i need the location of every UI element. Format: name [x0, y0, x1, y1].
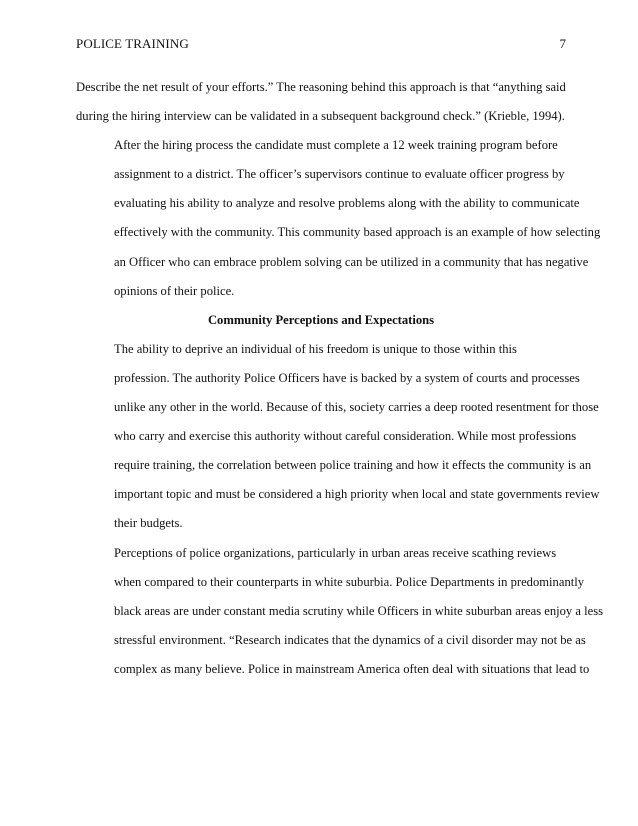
page-number: 7 — [559, 36, 566, 51]
text-line: Describe the net result of your efforts.” The reasoning behind this approach is that “anything said — [76, 80, 566, 94]
text-line: important topic and must be considered a high priority when local and state governments review — [114, 487, 600, 502]
text-line: complex as many believe. Police in mainstream America often deal with situations that lead to — [114, 661, 590, 676]
text-line: effectively with the community. This community based approach is an example of how selecting — [114, 225, 601, 240]
text-line: evaluating his ability to analyze and resolve problems along with the ability to communicate — [114, 196, 580, 211]
text-line: opinions of their police. — [114, 283, 235, 298]
text-line: an Officer who can embrace problem solving can be utilized in a community that has negative — [114, 254, 589, 269]
paragraph-training-program — [76, 131, 601, 306]
text-line: when compared to their counterparts in white suburbia. Police Departments in predominantly — [114, 574, 585, 589]
text-line: profession. The authority Police Officers have is backed by a system of courts and processes — [114, 370, 580, 385]
text-line: require training, the correlation between police training and how it effects the community is an — [114, 458, 592, 473]
running-head: POLICE TRAINING — [76, 36, 189, 51]
text-line: stressful environment. “Research indicates that the dynamics of a civil disorder may not be as — [114, 632, 586, 647]
body-text — [76, 73, 603, 684]
text-line: The ability to deprive an individual of his freedom is unique to those within this — [114, 341, 517, 356]
text-line: Perceptions of police organizations, particularly in urban areas receive scathing reviews — [114, 545, 557, 560]
text-line: assignment to a district. The officer’s supervisors continue to evaluate officer progress by — [114, 167, 565, 182]
text-line: After the hiring process the candidate must complete a 12 week training program before — [114, 138, 558, 153]
text-line: during the hiring interview can be validated in a subsequent background check.” (Krieble, 1994). — [76, 109, 565, 124]
paragraph-continued — [76, 73, 566, 131]
text-line: unlike any other in the world. Because of this, society carries a deep rooted resentment for those — [114, 400, 599, 415]
text-line: who carry and exercise this authority without careful consideration. While most professions — [114, 429, 577, 444]
text-line: their budgets. — [114, 516, 183, 531]
section-heading: Community Perceptions and Expectations — [207, 312, 435, 327]
text-line: black areas are under constant media scrutiny while Officers in white suburban areas enjoy a less — [114, 603, 603, 618]
paragraph-authority — [76, 335, 600, 539]
paragraph-perceptions — [76, 539, 603, 684]
